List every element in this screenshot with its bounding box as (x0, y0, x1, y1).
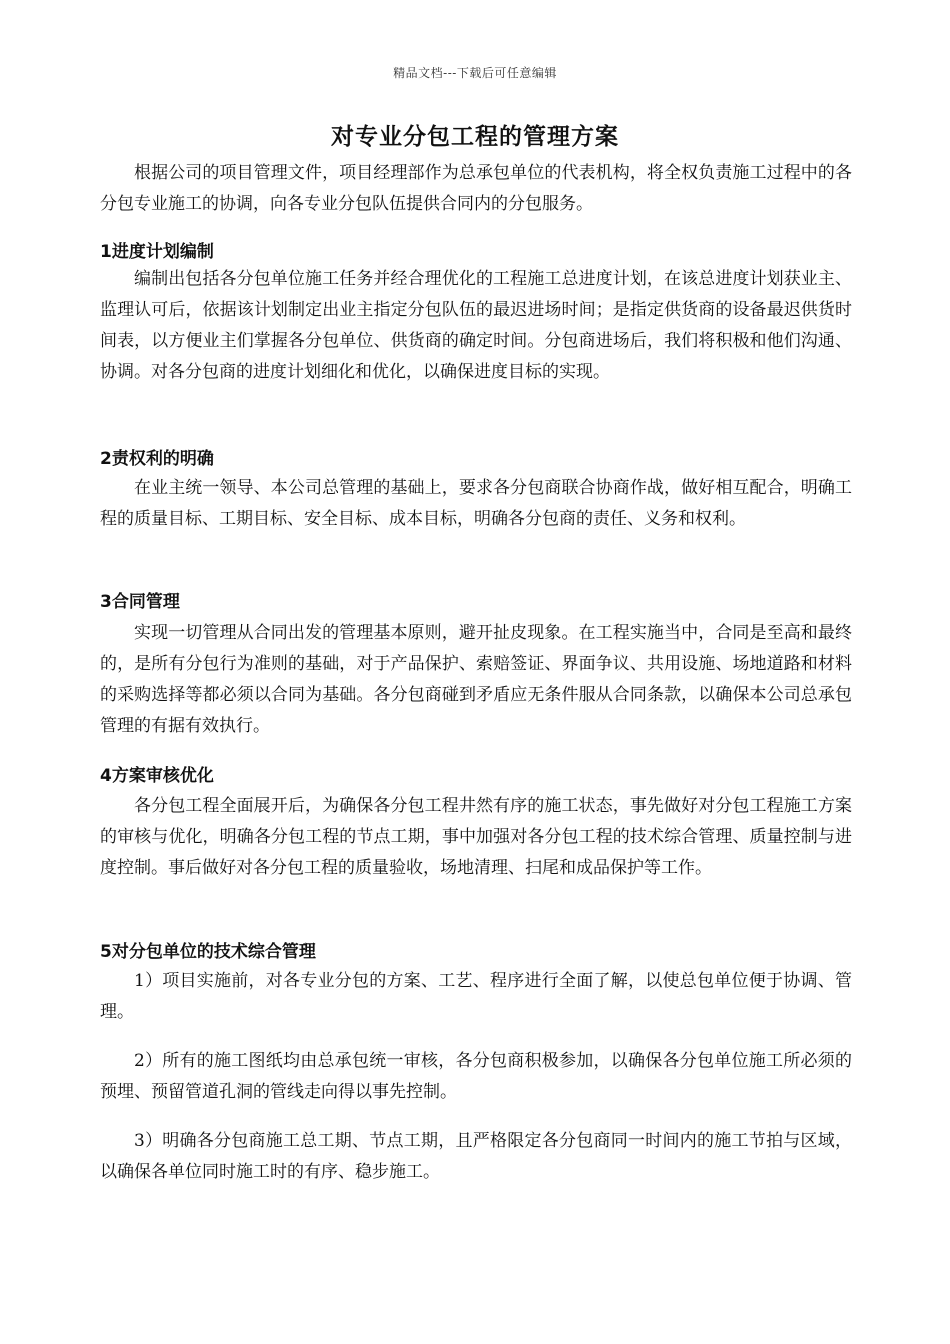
list-item: 1）项目实施前，对各专业分包的方案、工艺、程序进行全面了解，以使总包单位便于协调、管理。 (100, 971, 852, 1022)
section-4-body (100, 791, 852, 884)
section-3-paragraph: 实现一切管理从合同出发的管理基本原则，避开扯皮现象。在工程实施当中，合同是至高和最终的，是所有分包行为准则的基础，对于产品保护、索赔签证、界面争议、共用设施、场地道路和材料的采购选择等都必须以合同为基础。各分包商碰到矛盾应无条件服从合同条款，以确保本公司总承包管理的有据有效执行。 (100, 623, 852, 736)
section-2-body (100, 473, 852, 535)
section-5-item-3 (100, 1126, 852, 1188)
list-item: 3）明确各分包商施工总工期、节点工期，且严格限定各分包商同一时间内的施工节拍与区域，以确保各单位同时施工时的有序、稳步施工。 (100, 1131, 852, 1182)
section-4-paragraph: 各分包工程全面展开后，为确保各分包工程井然有序的施工状态，事先做好对分包工程施工方案的审核与优化，明确各分包工程的节点工期，事中加强对各分包工程的技术综合管理、质量控制与进度控制。事后做好对各分包工程的质量验收，场地清理、扫尾和成品保护等工作。 (100, 796, 852, 878)
intro-paragraph: 根据公司的项目管理文件，项目经理部作为总承包单位的代表机构，将全权负责施工过程中的各分包专业施工的协调，向各专业分包队伍提供合同内的分包服务。 (100, 163, 852, 214)
section-5-item-1 (100, 966, 852, 1028)
section-5-item-2 (100, 1046, 852, 1108)
page-header-note: 精品文档---下载后可任意编辑 (393, 66, 557, 80)
section-heading-3: 3合同管理 (100, 592, 180, 612)
section-2-paragraph: 在业主统一领导、本公司总管理的基础上，要求各分包商联合协商作战，做好相互配合，明确工程的质量目标、工期目标、安全目标、成本目标，明确各分包商的责任、义务和权利。 (100, 478, 852, 529)
document-title: 对专业分包工程的管理方案 (331, 124, 619, 150)
section-1-paragraph: 编制出包括各分包单位施工任务并经合理优化的工程施工总进度计划，在该总进度计划获业主、监理认可后，依据该计划制定出业主指定分包队伍的最迟进场时间；是指定供货商的设备最迟供货时间表，以方便业主们掌握各分包单位、供货商的确定时间。分包商进场后，我们将积极和他们沟通、协调。对各分包商的进度计划细化和优化，以确保进度目标的实现。 (100, 269, 852, 382)
list-item: 2）所有的施工图纸均由总承包统一审核，各分包商积极参加，以确保各分包单位施工所必须的预埋、预留管道孔洞的管线走向得以事先控制。 (100, 1051, 852, 1102)
section-heading-1: 1进度计划编制 (100, 242, 214, 262)
intro-paragraph-block (100, 158, 852, 220)
section-1-body (100, 264, 852, 388)
section-3-body (100, 618, 852, 742)
section-heading-4: 4方案审核优化 (100, 766, 214, 786)
section-heading-2: 2责权利的明确 (100, 449, 214, 469)
section-heading-5: 5对分包单位的技术综合管理 (100, 942, 316, 962)
